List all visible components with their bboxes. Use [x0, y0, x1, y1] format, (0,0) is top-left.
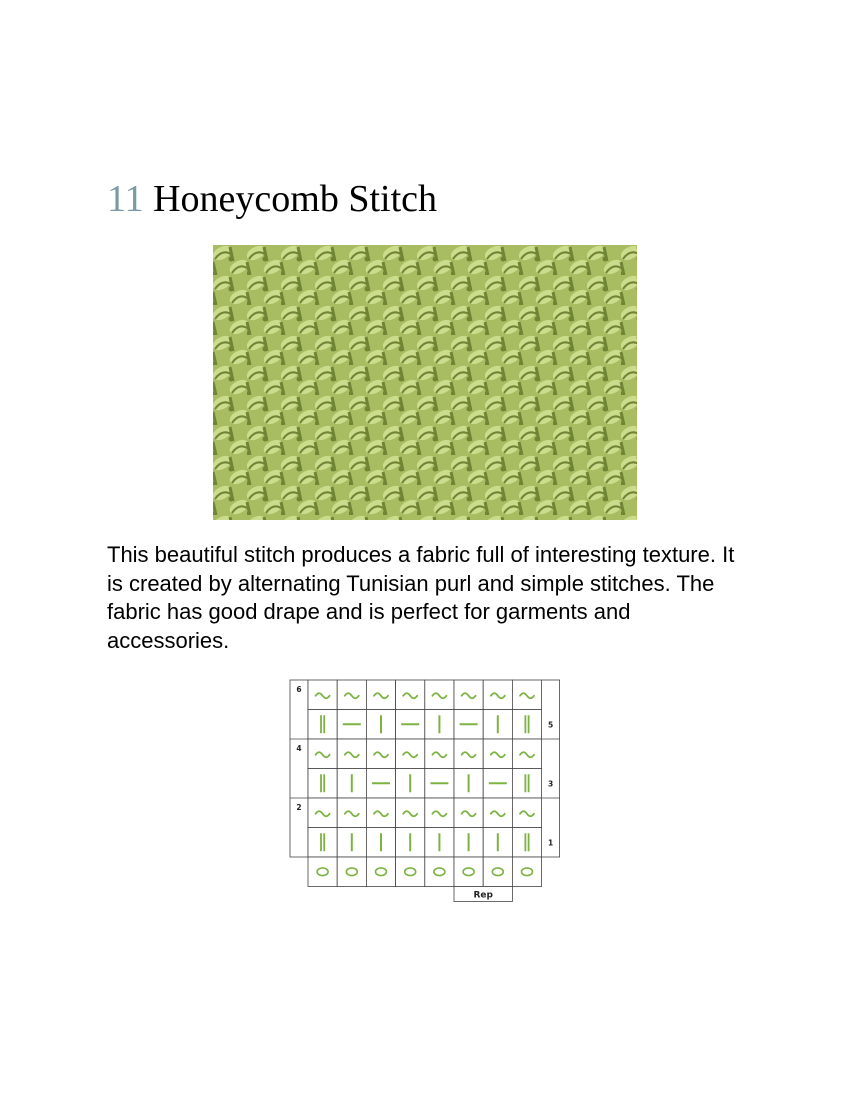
- chart-cell: [454, 857, 483, 887]
- chart-cell: [308, 769, 337, 799]
- chart-cell: [512, 828, 541, 858]
- pattern-description: This beautiful stitch produces a fabric full of interesting texture. It is created by alternating Tunisian purl and simple stitches. The fabric has good drape and is perfect for garments and accessories.: [107, 542, 735, 653]
- chart-row-label-left: 2: [296, 803, 302, 812]
- stitch-chart: [284, 674, 574, 910]
- chart-cell: [308, 828, 337, 858]
- chart-cell: [366, 857, 395, 887]
- pattern-number: 11: [107, 178, 144, 220]
- pattern-title: [107, 176, 437, 222]
- pattern-name: Honeycomb Stitch: [153, 178, 437, 220]
- chart-row-label-left: 4: [296, 744, 302, 753]
- chart-cell: [512, 769, 541, 799]
- chart-row-label-right: 5: [547, 720, 554, 730]
- chart-cell: [308, 710, 337, 740]
- chart-cell: [512, 710, 541, 740]
- chart-row-label-right: 1: [547, 838, 554, 848]
- chart-cell: [425, 857, 454, 887]
- chart-cell: [396, 857, 425, 887]
- chart-cell: [512, 857, 541, 887]
- chart-left-label-column: [290, 680, 308, 857]
- chart-cell: [483, 857, 512, 887]
- repeat-label: Rep: [473, 890, 493, 901]
- chart-right-label-column: [542, 680, 560, 857]
- chart-row-label-right: 3: [547, 779, 554, 789]
- chart-cell: [308, 857, 337, 887]
- chart-row-label-left: 6: [296, 685, 302, 694]
- chart-cell: [337, 857, 366, 887]
- stitch-swatch-photo: [213, 245, 637, 520]
